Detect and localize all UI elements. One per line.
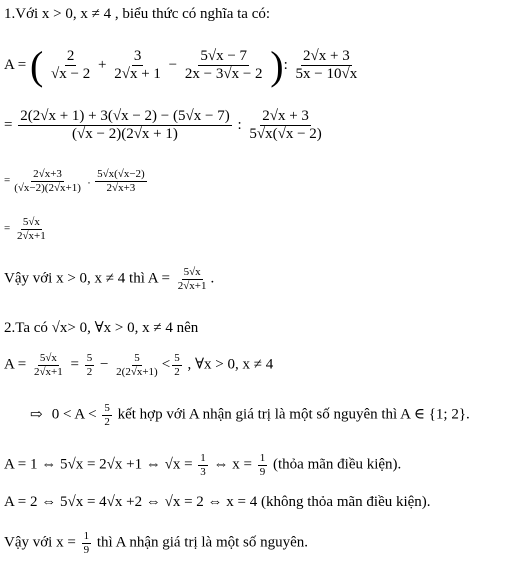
step2-fraction xyxy=(18,108,231,144)
part2-intro: 2.Ta có √x> 0, ∀x > 0, x ≠ 4 nên xyxy=(4,320,199,336)
term2 xyxy=(112,48,163,84)
conclusion1-den: 2√x+1 xyxy=(177,279,207,292)
step4-f xyxy=(15,216,48,242)
bound-line xyxy=(30,402,470,428)
case1-f1 xyxy=(198,452,208,478)
part1-intro: 1.Với x > 0, x ≠ 4 , biểu thức có nghĩa ta có: xyxy=(4,6,271,22)
step2-div-num: 2√x + 3 xyxy=(260,108,311,126)
step2-divisor xyxy=(247,108,323,144)
step3-f2 xyxy=(95,168,147,194)
p2-a xyxy=(32,352,65,378)
case1-n1: 1 xyxy=(200,452,206,464)
p2-b-num: 5 xyxy=(86,352,93,364)
final-den: 9 xyxy=(83,543,90,556)
p2-d xyxy=(172,352,182,378)
part2-lhs: A = xyxy=(4,356,27,373)
term2-den: 2√x + 1 xyxy=(114,66,161,82)
final-conclusion xyxy=(4,530,308,556)
final-f xyxy=(82,530,92,556)
step4: = $\frac{5√x}{2√x+1}$ xyxy=(4,216,46,242)
case1-n2: 1 xyxy=(259,452,266,464)
step4-den: 2√x+1 xyxy=(16,229,46,242)
step3-f1-num: 2√x+3 xyxy=(33,168,62,180)
case1-a: A = 1 ⇔ 5√x = 2√x +1 ⇔ √x = xyxy=(4,456,193,473)
p2-a-den: 2√x+1 xyxy=(33,365,63,378)
step3: = $\frac{2√x+3}{(√x-2)(2√x+1)}$ . $\frac{5√x(√x-2)}{2√x+3}$ xyxy=(4,168,145,194)
case1-f2 xyxy=(258,452,268,478)
term1-den: √x − 2 xyxy=(51,66,91,82)
final-num: 1 xyxy=(83,530,90,542)
term3-den: 2x − 3√x − 2 xyxy=(184,66,263,82)
case1-c: (thỏa mãn điều kiện). xyxy=(273,456,402,473)
term1-num: 2 xyxy=(65,48,77,66)
divisor-num: 2√x + 3 xyxy=(301,48,352,66)
conclusion1-text: Vậy với x > 0, x ≠ 4 thì A = xyxy=(4,270,171,287)
step3-f2-num: 5√x(√x−2) xyxy=(97,168,145,180)
term1 xyxy=(49,48,92,84)
p2-b xyxy=(85,352,95,378)
part2-expression: A = $\frac{5√x}{2√x+1}$ = $\frac{5}{2}$ − $\frac{5}{2(2√x+1)}$ < $\frac{5}{2}$ , ∀x > 0, x ≠ 4 xyxy=(4,352,274,378)
case1 xyxy=(4,452,401,478)
step4-num: 5√x xyxy=(22,216,40,228)
p2-d-den: 2 xyxy=(174,365,180,378)
term3-num: 5√x − 7 xyxy=(198,48,249,66)
step3-f2-den: 2√x+3 xyxy=(106,181,136,194)
step2-num: 2(2√x + 1) + 3(√x − 2) − (5√x − 7) xyxy=(18,108,231,126)
case1-d1: 3 xyxy=(200,465,206,478)
lhs: A = xyxy=(4,56,27,73)
case1-b: ⇔ x = xyxy=(213,456,253,473)
p2-d-num: 5 xyxy=(174,352,180,364)
divisor xyxy=(294,48,360,84)
conclusion1-num: 5√x xyxy=(183,266,201,278)
p2-b-den: 2 xyxy=(86,365,93,378)
term2-num: 3 xyxy=(132,48,144,66)
step3-f1-den: (√x−2)(2√x+1) xyxy=(14,181,81,194)
step2-div-den: 5√x(√x − 2) xyxy=(249,126,322,143)
bound-num: 5 xyxy=(104,402,110,414)
bound-text-a: 0 < A < xyxy=(51,406,97,423)
step2-den: (√x − 2)(2√x + 1) xyxy=(72,126,178,143)
divisor-den: 5x − 10√x xyxy=(295,66,358,82)
bound-den: 2 xyxy=(104,415,110,428)
p2-a-num: 5√x xyxy=(39,352,57,364)
final-a: Vậy với x = xyxy=(4,534,76,551)
p2-c xyxy=(114,352,160,378)
step3-f1 xyxy=(12,168,83,194)
conclusion1-f xyxy=(176,266,209,292)
bound-text-b: kết hợp với A nhận giá trị là một số nguyên thì A ∈ {1; 2}. xyxy=(117,406,470,423)
part2-tail: , ∀x > 0, x ≠ 4 xyxy=(187,356,274,373)
step2: = $\frac{2(2√x + 1) + 3(√x - 2) - (5√x - 7)}{(√x - 2)(2√x + 1)}$ : $\frac{2√x + 3}{5√x(√x - 2)}$ xyxy=(4,108,322,143)
final-b: thì A nhận giá trị là một số nguyên. xyxy=(96,534,309,551)
p2-c-num: 5 xyxy=(134,352,140,364)
case2: A = 2 ⇔ 5√x = 4√x +2 ⇔ √x = 2 ⇔ x = 4 (không thỏa mãn điều kiện). xyxy=(4,494,431,510)
bound-f xyxy=(102,402,112,428)
conclusion1: Vậy với x > 0, x ≠ 4 thì A = $\frac{5√x}{2√x+1}$ . xyxy=(4,266,215,292)
p2-c-den: 2(2√x+1) xyxy=(116,365,158,378)
case1-d2: 9 xyxy=(259,465,266,478)
term3 xyxy=(183,48,265,84)
implies-arrow-icon: ⇨ xyxy=(30,406,43,423)
a-definition: A = ( $\frac{2}{√x - 2}$ + $\frac{3}{2√x + 1}$ − $\frac{5√x - 7}{2x - 3√x - 2}$ ): $\frac{2√x + 3}{5x - 10√x}$ xyxy=(4,43,358,88)
